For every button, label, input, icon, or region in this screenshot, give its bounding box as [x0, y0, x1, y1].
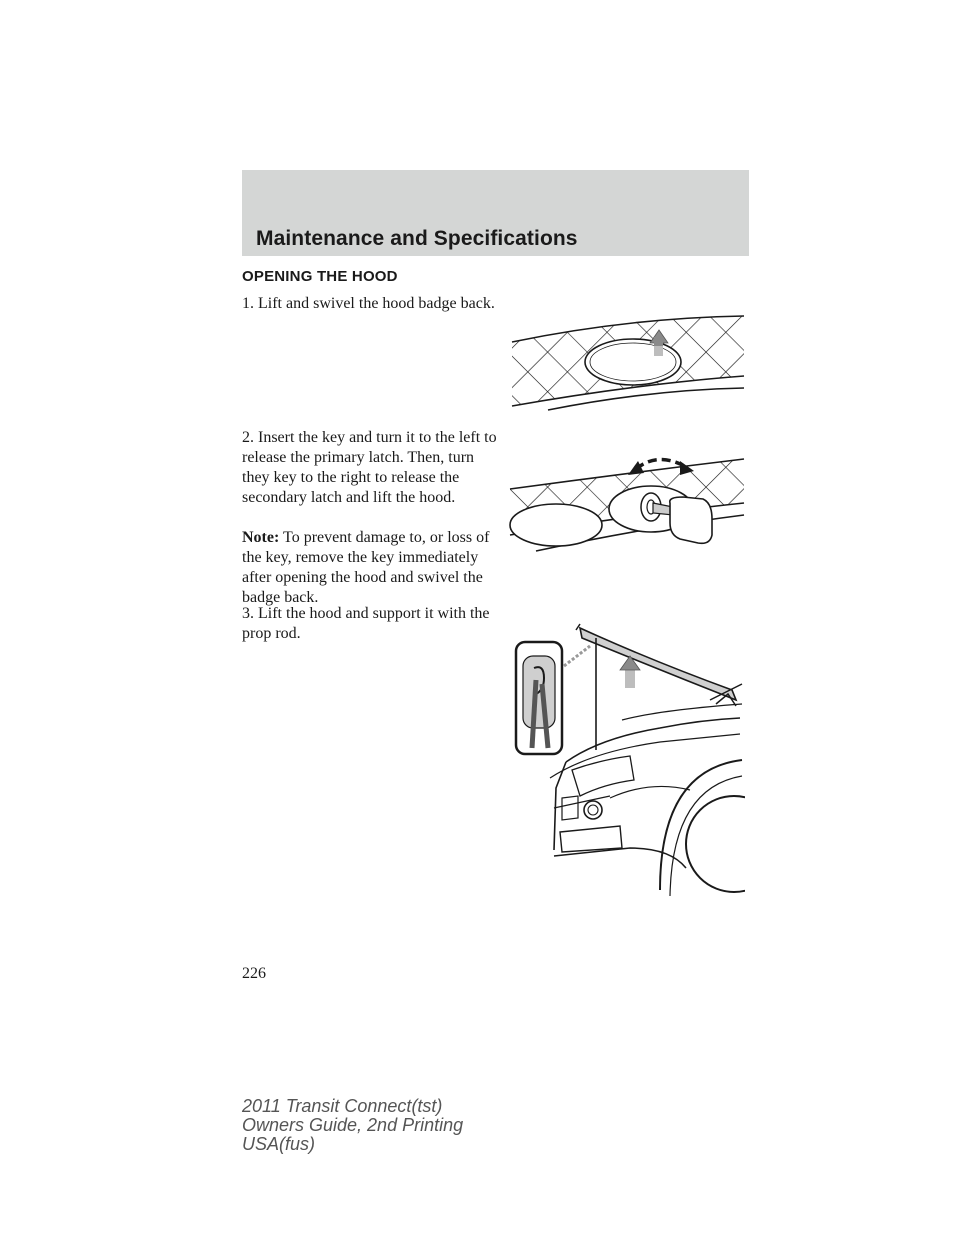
section-header-band — [242, 170, 749, 256]
footer-model-code: (tst) — [411, 1096, 443, 1116]
step-1-text: 1. Lift and swivel the hood badge back. — [242, 295, 495, 312]
prop-rod-detail-inset — [516, 642, 562, 754]
step-3-text: 3. Lift the hood and support it with the prop rod. — [242, 605, 490, 642]
note-text: To prevent damage to, or loss of the key, remove the key immediately after opening the hood and swivel the badge back. — [242, 529, 490, 606]
key-icon — [670, 497, 712, 543]
footer-model: 2011 Transit Connect — [242, 1096, 412, 1116]
note-paragraph — [242, 528, 502, 608]
section-title: Maintenance and Specifications — [256, 227, 578, 250]
note-label: Note: — [242, 529, 280, 546]
hood-prop-rod-illustration — [510, 620, 745, 900]
key-latch-illustration — [508, 447, 748, 562]
page-number: 226 — [242, 965, 266, 982]
footer-market: USA — [242, 1134, 280, 1154]
footer-imprint — [242, 1097, 463, 1154]
footer-edition: Owners Guide, 2nd Printing — [242, 1115, 464, 1135]
footer-market-code: (fus) — [279, 1134, 316, 1154]
section-heading: OPENING THE HOOD — [242, 268, 398, 285]
hood-badge-illustration — [508, 312, 748, 412]
step-2-text: 2. Insert the key and turn it to the left to release the primary latch. Then, turn they key to the right to release the secondary latch and lift the hood. — [242, 429, 497, 506]
